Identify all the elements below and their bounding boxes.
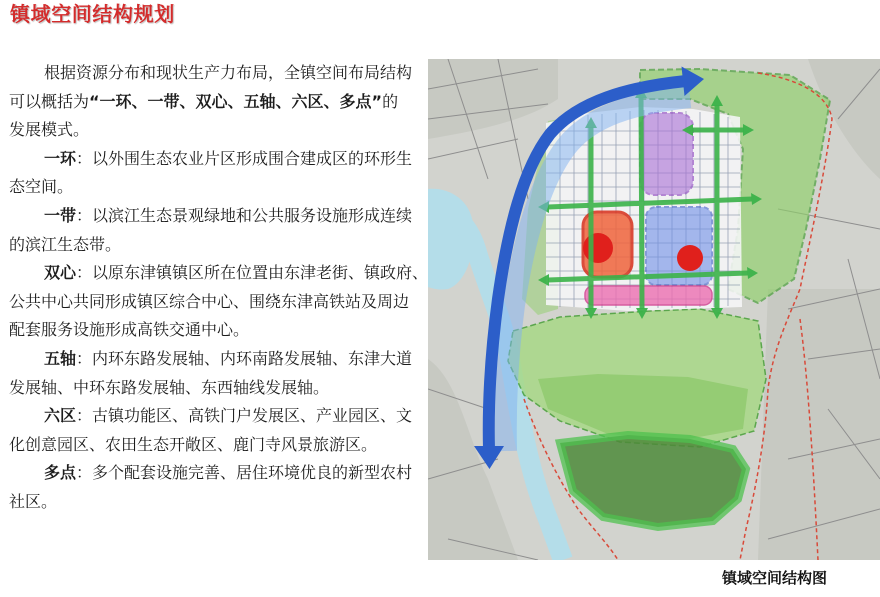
item-text: ：多个配套设施完善、居住环境优良的新型农村 — [76, 463, 413, 483]
item-line — [9, 259, 428, 288]
item-text: ：古镇功能区、高铁门户发展区、产业园区、文 — [76, 406, 413, 426]
map-caption: 镇域空间结构图 — [722, 569, 828, 587]
item-line: 社区。 — [9, 491, 58, 511]
item-line — [9, 145, 428, 174]
item-label: 双心 — [44, 263, 77, 283]
item-text: ：以原东津镇镇区所在位置由东津老街、镇政府、 — [76, 263, 429, 283]
spatial-structure-map — [428, 59, 880, 560]
item-label: 一带 — [44, 205, 77, 225]
item-label: 六区 — [44, 406, 77, 426]
item-line — [9, 459, 428, 488]
item-line — [9, 402, 428, 431]
item-line: 公共中心共同形成镇区综合中心、围绕东津高铁站及周边 — [9, 291, 410, 311]
page-title: 镇域空间结构规划 — [10, 2, 175, 26]
cultural-creative-zone — [585, 286, 712, 305]
item-text: ：以外围生态农业片区形成围合建成区的环形生 — [76, 148, 413, 168]
axis-line — [641, 97, 642, 309]
intro-line: 根据资源分布和现状生产力布局，全镇空间布局结构 — [44, 63, 413, 82]
item-line: 化创意园区、农田生态开敞区、鹿门寺风景旅游区。 — [9, 434, 378, 454]
intro-text: 的 — [382, 91, 399, 111]
industrial-park-zone — [640, 113, 693, 195]
item-line — [9, 202, 428, 231]
intro-line — [9, 88, 428, 117]
item-label: 五轴 — [44, 348, 77, 368]
item-label: 多点 — [44, 463, 77, 483]
item-text: ：以滨江生态景观绿地和公共服务设施形成连续 — [76, 205, 413, 225]
description-text — [9, 59, 428, 517]
intro-text: 可以概括为 — [9, 91, 90, 111]
item-line: 态空间。 — [9, 177, 74, 197]
item-line: 发展轴、中环东路发展轴、东西轴线发展轴。 — [9, 377, 330, 397]
item-line: 配套服务设施形成高铁交通中心。 — [9, 320, 250, 340]
town-center-marker — [583, 233, 613, 263]
item-text: ：内环东路发展轴、内环南路发展轴、东津大道 — [76, 348, 413, 368]
item-label: 一环 — [44, 148, 77, 168]
item-line: 的滨江生态带。 — [9, 234, 122, 254]
rail-center-marker — [677, 245, 703, 271]
structure-summary: “一环、一带、双心、五轴、六区、多点” — [89, 91, 383, 111]
item-line — [9, 345, 428, 374]
intro-line: 发展模式。 — [9, 120, 90, 140]
